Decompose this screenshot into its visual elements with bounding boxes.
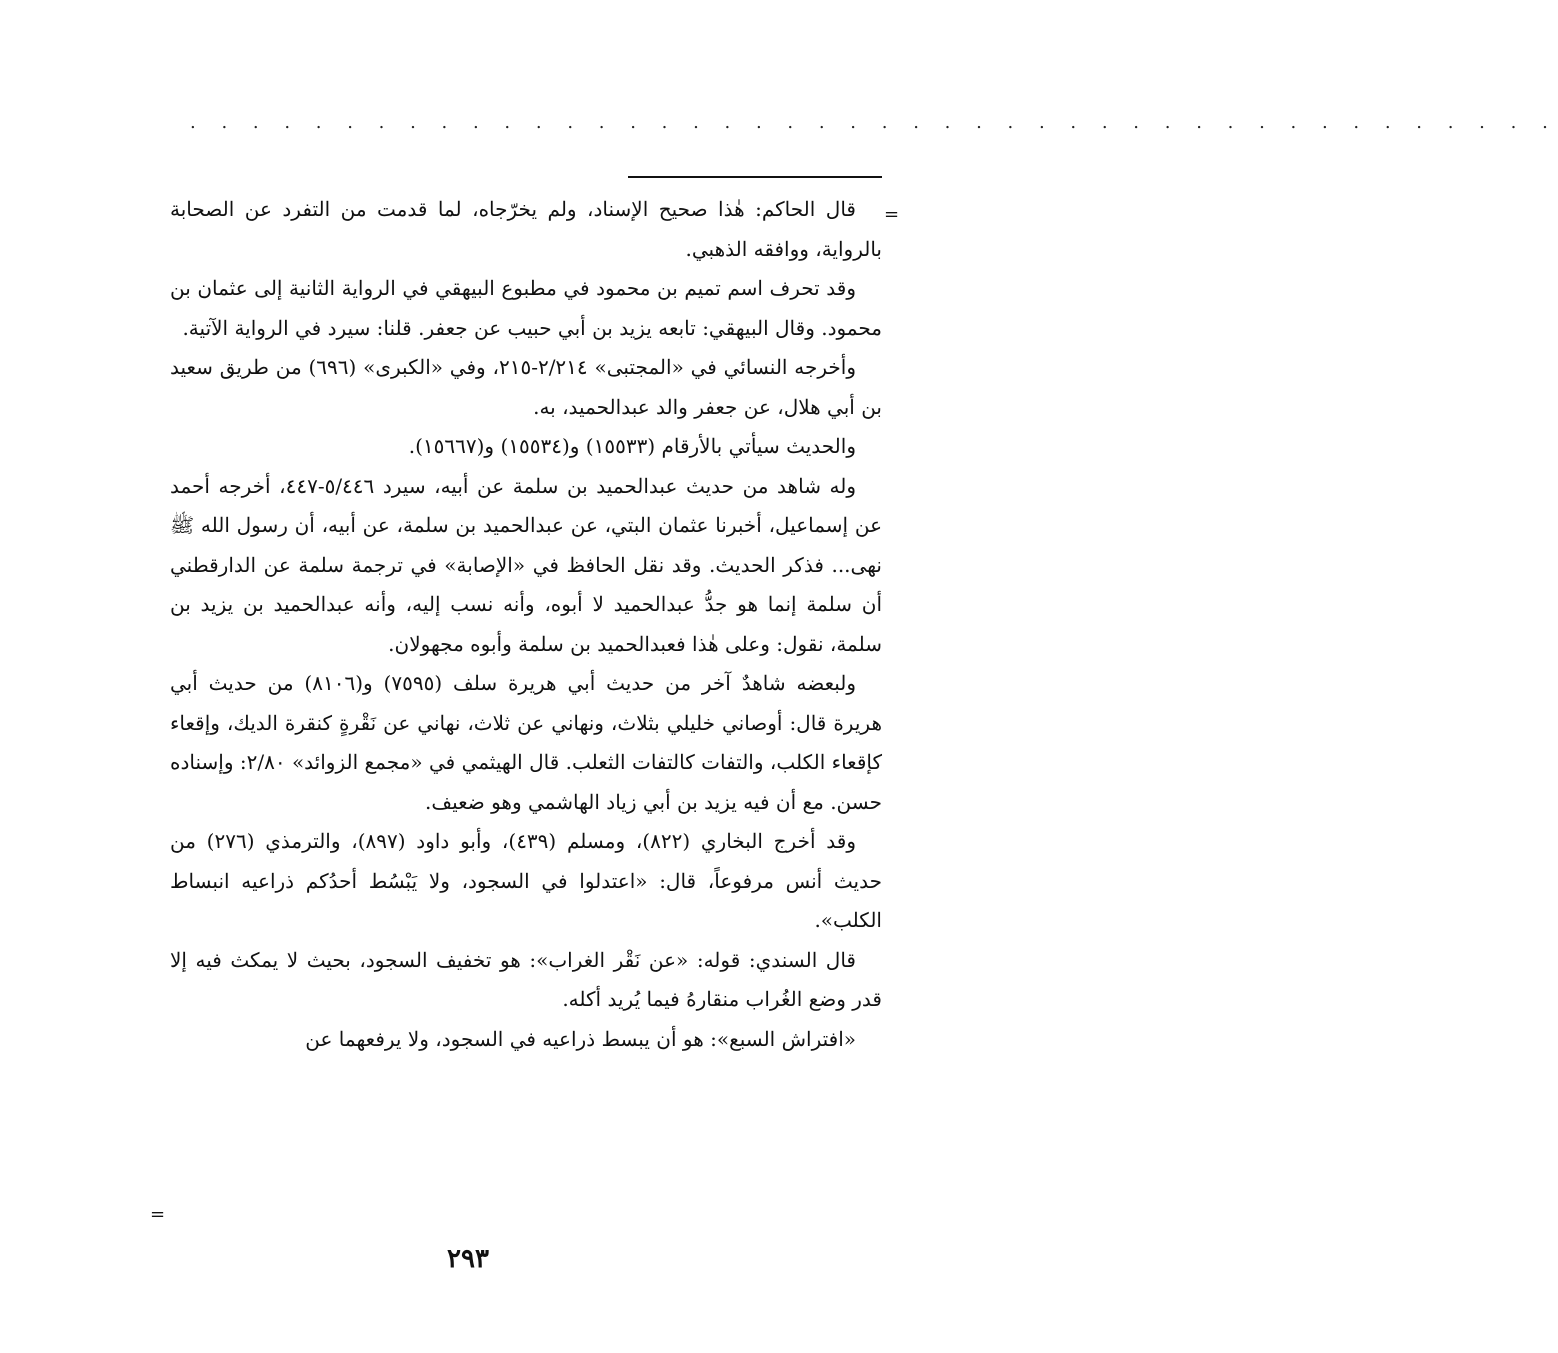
paragraph-witness-abu-hurayra: ولبعضه شاهدٌ آخر من حديث أبي هريرة سلف (٧٥٩٥) و(٨١٠٦) من حديث أبي هريرة قال: أوصاني خليلي بثلاث، ونهاني عن ثلاث، نهاني عن نَقْرةٍ كنقرة الديك، وإقعاء كإقعاء الكلب، والتفات كالتفات الثعلب. قال الهيثمي في «مجمع الزوائد» ٢/٨٠: وإسناده حسن. مع أن فيه يزيد بن أبي زياد الهاشمي وهو ضعيف. (170, 671, 882, 814)
paragraph-sindi: قال السندي: قوله: «عن نَقْر الغراب»: هو تخفيف السجود، بحيث لا يمكث فيه إلا قدر وضع الغُراب منقارهُ فيما يُريد أكله. (170, 947, 882, 1011)
paragraph-hakim: قال الحاكم: هٰذا صحيح الإسناد، ولم يخرّجاه، لما قدمت من التفرد عن الصحابة بالرواية، ووافقه الذهبي. (170, 197, 882, 261)
continuation-mark-bottom: = (150, 1204, 166, 1225)
paragraph-tamim: وقد تحرف اسم تميم بن محمود في مطبوع البيهقي في الرواية الثانية إلى عثمان بن محمود. وقال البيهقي: تابعه يزيد بن أبي حبيب عن جعفر. قلنا: سيرد في الرواية الآتية. (170, 276, 882, 340)
page-number: ٢٩٣ (447, 1244, 489, 1274)
continuation-mark-top: = (884, 204, 900, 225)
paragraph-numbers: والحديث سيأتي بالأرقام (١٥٥٣٣) و(١٥٥٣٤) و(١٥٦٦٧). (408, 434, 856, 458)
footnote-text-block (170, 190, 882, 1059)
footnote-rule (628, 176, 882, 178)
footnote-dots-separator: . . . . . . . . . . . . . . . . . . . . . . . . . . . . . . . . . . . . . . . . . . . . (190, 112, 1558, 133)
paragraph-iftirash: «افتراش السبع»: هو أن يبسط ذراعيه في السجود، ولا يرفعهما عن (305, 1026, 856, 1051)
paragraph-nasai: وأخرجه النسائي في «المجتبى» ٢/٢١٤-٢١٥، وفي «الكبرى» (٦٩٦) من طريق سعيد بن أبي هلال، عن جعفر والد عبدالحميد، به. (170, 355, 882, 419)
paragraph-witness-salama: وله شاهد من حديث عبدالحميد بن سلمة عن أبيه، سيرد ٥/٤٤٦-٤٤٧، أخرجه أحمد عن إسماعيل، أخبرنا عثمان البتي، عن عبدالحميد بن سلمة، عن أبيه، أن رسول الله ﷺ نهى... فذكر الحديث. وقد نقل الحافظ في «الإصابة» في ترجمة سلمة عن الدارقطني أن سلمة إنما هو جدُّ عبدالحميد لا أبوه، وأنه نسب إليه، وأنه عبدالحميد بن يزيد بن سلمة، نقول: وعلى هٰذا فعبدالحميد بن سلمة وأبوه مجهولان. (170, 473, 882, 656)
paragraph-bukhari: وقد أخرج البخاري (٨٢٢)، ومسلم (٤٣٩)، وأبو داود (٨٩٧)، والترمذي (٢٧٦) من حديث أنس مرفوعاً، قال: «اعتدلوا في السجود، ولا يَبْسُط أحدُكم ذراعيه انبساط الكلب». (170, 829, 882, 932)
